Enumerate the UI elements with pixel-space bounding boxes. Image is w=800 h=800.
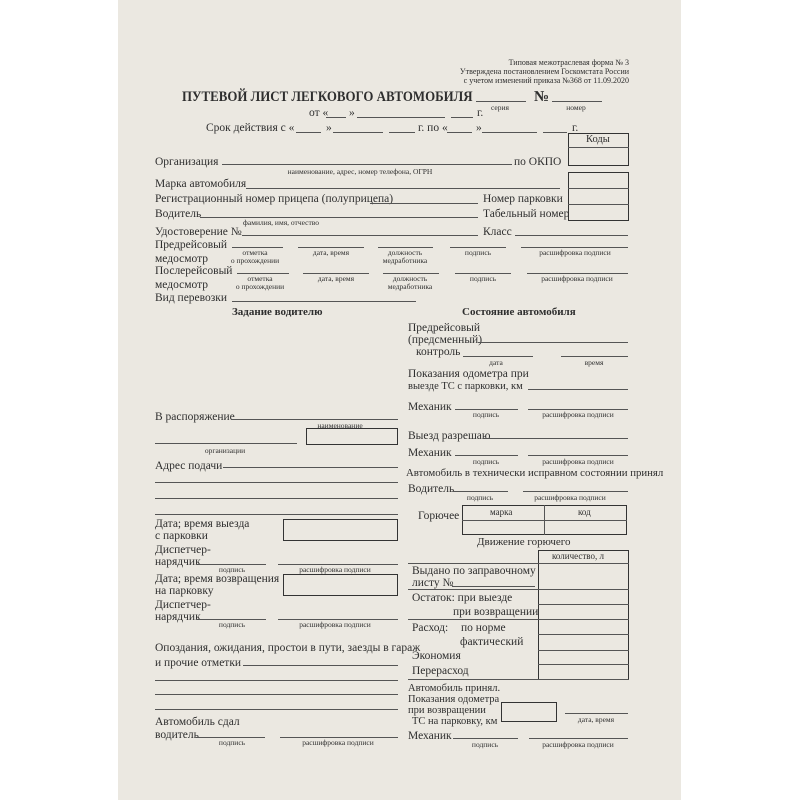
caption: о прохождении (235, 282, 285, 291)
mechanic-decode-3[interactable] (529, 738, 628, 739)
caption: расшифровка подписи (534, 493, 606, 502)
approval-note: Утверждена постановлением Госкомстата России (459, 67, 629, 76)
handed-label: Автомобиль сдал (155, 716, 240, 728)
okpo-label: по ОКПО (514, 156, 562, 168)
caption: подпись (218, 738, 246, 747)
number-field[interactable] (552, 101, 602, 102)
date-from-label: от « (309, 107, 329, 119)
fio-caption: фамилия, имя, отчество (243, 218, 319, 227)
return-label: Дата; время возвращения (155, 573, 280, 585)
fuel-code-heading: код (578, 507, 591, 517)
pre-control-date[interactable] (463, 356, 533, 357)
divider (408, 589, 629, 590)
divider (462, 520, 627, 521)
caption: дата, время (312, 248, 350, 257)
number-caption: номер (566, 103, 586, 112)
changes-note: с учетом изменений приказа №368 от 11.09.2020 (463, 76, 629, 85)
year-label: г. (572, 122, 579, 134)
actual-label: фактический (460, 636, 524, 648)
pre-control-label-3: контроль (416, 346, 461, 358)
day-field[interactable] (326, 117, 346, 118)
caption: должность (392, 274, 428, 283)
valid-to-day[interactable] (447, 132, 472, 133)
exit-allowed-label: Выезд разрешаю (408, 430, 491, 442)
pre-control-label: Предрейсовый (408, 322, 481, 334)
page-title: ПУТЕВОЙ ЛИСТ ЛЕГКОВОГО АВТОМОБИЛЯ (182, 89, 473, 105)
caption: подпись (469, 274, 497, 283)
tab-no-label: Табельный номер (483, 208, 570, 220)
fuel-brand-heading: марка (490, 507, 513, 517)
pre-control-field[interactable] (478, 342, 628, 343)
class-field[interactable] (515, 235, 628, 236)
mechanic-decode-2[interactable] (528, 455, 628, 456)
divider (538, 650, 629, 651)
caption: медработника (382, 256, 428, 265)
month-field[interactable] (357, 117, 445, 118)
issued-label-2: листу № (412, 577, 454, 589)
return-label-2: на парковку (155, 585, 214, 597)
driver-task-heading: Задание водителю (232, 306, 323, 318)
usage-label: Расход: (412, 622, 449, 634)
issued-sheet-field[interactable] (452, 586, 535, 587)
driver-label: Водитель (408, 483, 455, 495)
dispatcher-label-2: нарядчик (155, 611, 201, 623)
caption: подпись (466, 493, 494, 502)
caption: подпись (218, 620, 246, 629)
divider (408, 563, 629, 564)
form-number: Типовая межотраслевая форма № 3 (508, 58, 629, 67)
departure-label-2: с парковки (155, 530, 208, 542)
driver-field[interactable] (200, 217, 478, 218)
trailer-label: Регистрационный номер прицепа (полуприцепа) (155, 193, 394, 205)
pre-med-label: Предрейсовый (155, 239, 228, 251)
fuel-label: Горючее (418, 510, 460, 522)
caption: организации (204, 446, 246, 455)
valid-to-year[interactable] (543, 132, 567, 133)
caption: расшифровка подписи (542, 740, 614, 749)
series-caption: серия (491, 103, 509, 112)
caption: наименование (317, 421, 363, 430)
caption: расшифровка подписи (541, 274, 613, 283)
caption: расшифровка подписи (302, 738, 374, 747)
organization-field[interactable] (222, 164, 512, 165)
divider (538, 664, 629, 665)
departure-label: Дата; время выезда (155, 518, 250, 530)
return-odometer-label: Показания одометра (408, 694, 500, 705)
pre-control-label-2: (предсменный) (408, 334, 483, 346)
caption: подпись (471, 740, 499, 749)
return-odometer-label-3: ТС на парковку, км (412, 716, 498, 727)
address-field-3[interactable] (155, 498, 398, 499)
quote: » (476, 122, 482, 134)
departure-box[interactable] (283, 519, 398, 541)
delays-field-4[interactable] (155, 709, 398, 710)
delays-label: Опоздания, ожидания, простои в пути, заезды в гараж (155, 642, 421, 654)
pre-control-time[interactable] (561, 356, 628, 357)
address-field-4[interactable] (155, 514, 398, 515)
organization-field-2[interactable] (155, 443, 297, 444)
validity-label: Срок действия с « (206, 122, 295, 134)
transport-type-field[interactable] (232, 301, 416, 302)
pre-med-label-2: медосмотр (155, 253, 209, 265)
rest-return-label: при возвращении (453, 606, 539, 618)
fuel-movement-heading: Движение горючего (477, 536, 571, 548)
caption: дата, время (317, 274, 355, 283)
economy-label: Экономия (412, 650, 461, 662)
norm-label: по норме (461, 622, 506, 634)
disposal-field[interactable] (232, 419, 398, 420)
address-field[interactable] (223, 467, 398, 468)
number-sign: № (534, 89, 550, 105)
car-accepted-label: Автомобиль принял. (408, 683, 501, 694)
divider (568, 204, 629, 205)
caption: расшифровка подписи (299, 565, 371, 574)
accepted-label: Автомобиль в технически исправном состоянии принял (406, 467, 664, 479)
caption: расшифровка подписи (542, 457, 614, 466)
caption: дата, время (577, 715, 615, 724)
caption: подпись (472, 410, 500, 419)
car-state-heading: Состояние автомобиля (462, 306, 576, 318)
post-med-label: Послерейсовый (155, 265, 233, 277)
driver-label: Водитель (155, 208, 202, 220)
license-label: Удостоверение № (155, 226, 242, 238)
odometer-field[interactable] (528, 389, 628, 390)
caption: подпись (464, 248, 492, 257)
caption: подпись (218, 565, 246, 574)
dispatcher-label: Диспетчер- (155, 599, 211, 611)
trailer-field[interactable] (370, 203, 478, 204)
caption: дата (489, 358, 503, 367)
divider (538, 604, 629, 605)
quote: » (349, 107, 355, 119)
odometer-label-2: выезде ТС с парковки, км (408, 381, 523, 392)
year-label: г. (477, 107, 484, 119)
disposal-code-box[interactable] (306, 428, 398, 445)
driver-decode[interactable] (523, 491, 628, 492)
caption: подпись (472, 457, 500, 466)
transport-type-label: Вид перевозки (155, 292, 228, 304)
divider (408, 619, 629, 620)
dispatcher-label-2: нарядчик (155, 556, 201, 568)
series-field[interactable] (476, 101, 526, 102)
return-odometer-label-2: при возвращении (408, 705, 486, 716)
divider (408, 679, 629, 680)
post-med-label-2: медосмотр (155, 279, 209, 291)
dispatcher-label: Диспетчер- (155, 544, 211, 556)
rest-label: Остаток: при выезде (412, 592, 513, 604)
codes-box-2[interactable] (568, 172, 629, 221)
address-label: Адрес подачи (155, 460, 223, 472)
qty-heading: количество, л (552, 551, 604, 561)
class-label: Класс (483, 226, 512, 238)
exit-allowed-field[interactable] (484, 438, 628, 439)
mechanic-label: Механик (408, 447, 452, 459)
driver-sign[interactable] (453, 491, 508, 492)
divider (568, 188, 629, 189)
mechanic-sign-2[interactable] (455, 455, 518, 456)
valid-to-month[interactable] (482, 132, 537, 133)
license-field[interactable] (242, 235, 478, 236)
valid-from-year[interactable] (389, 132, 415, 133)
caption: расшифровка подписи (539, 248, 611, 257)
car-brand-field[interactable] (246, 188, 560, 189)
return-box[interactable] (283, 574, 398, 596)
organization-label: Организация (155, 156, 219, 168)
caption: должность (387, 248, 423, 257)
divider (538, 634, 629, 635)
caption: отметка (242, 248, 268, 257)
delays-field-2[interactable] (155, 680, 398, 681)
caption: расшифровка подписи (542, 410, 614, 419)
valid-from-day[interactable] (296, 132, 321, 133)
caption: отметка (247, 274, 273, 283)
year-to-label: г. по « (418, 122, 448, 134)
caption: время (584, 358, 604, 367)
divider (568, 147, 629, 148)
valid-from-month[interactable] (333, 132, 383, 133)
caption: о прохождении (230, 256, 280, 265)
return-datetime-field[interactable] (565, 713, 628, 714)
disposal-label: В распоряжение (155, 411, 235, 423)
return-odometer-box[interactable] (501, 702, 557, 722)
caption: расшифровка подписи (299, 620, 371, 629)
odometer-label: Показания одометра при (408, 368, 529, 380)
org-caption: наименование, адрес, номер телефона, ОГРН (287, 167, 433, 176)
delays-field-3[interactable] (155, 694, 398, 695)
mechanic-sign-3[interactable] (453, 738, 518, 739)
handed-label-2: водитель (155, 729, 199, 741)
parking-no-label: Номер парковки (483, 193, 563, 205)
mechanic-label: Механик (408, 401, 452, 413)
overuse-label: Перерасход (412, 665, 469, 677)
caption: медработника (387, 282, 433, 291)
codes-heading: Коды (586, 134, 610, 145)
mechanic-label: Механик (408, 730, 452, 742)
delays-label-2: и прочие отметки (155, 657, 242, 669)
address-field-2[interactable] (155, 482, 398, 483)
issued-label: Выдано по заправочному (412, 565, 536, 577)
quote: » (326, 122, 332, 134)
car-brand-label: Марка автомобиля (155, 178, 247, 190)
year-field[interactable] (451, 117, 473, 118)
fuel-qty-column (538, 550, 629, 680)
delays-field[interactable] (243, 665, 398, 666)
